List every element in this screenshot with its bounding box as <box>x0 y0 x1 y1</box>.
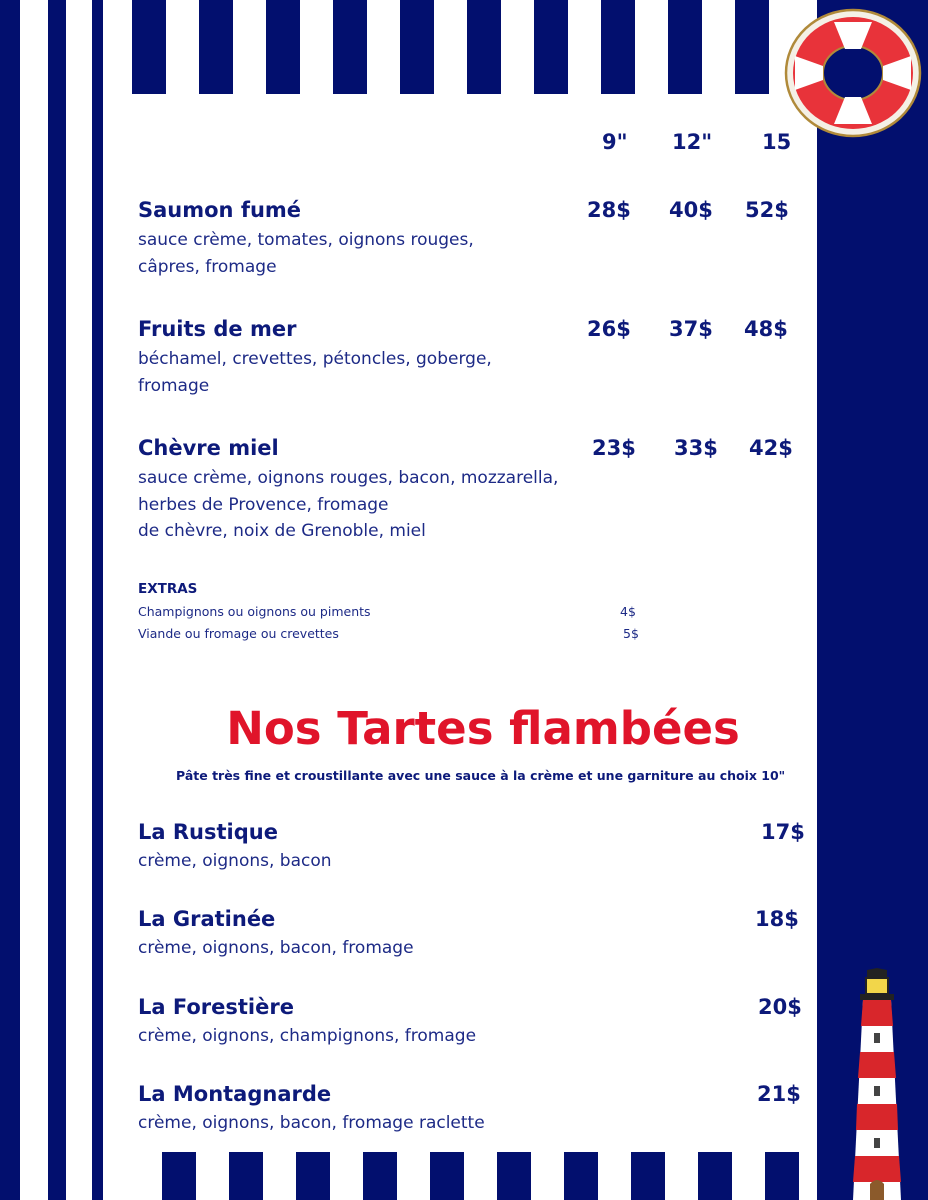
item-description: crème, oignons, bacon <box>138 851 332 871</box>
item-description: crème, oignons, champignons, fromage <box>138 1026 477 1046</box>
price-12: 33$ <box>674 436 718 460</box>
extras-item-label: Champignons ou oignons ou piments <box>138 604 371 619</box>
item-name: Saumon fumé <box>138 198 302 222</box>
item-description: béchamel, crevettes, pétoncles, goberge, fromage <box>138 349 492 396</box>
section-subtitle: Pâte très fine et croustillante avec une sauce à la crème et une garniture au choix 10" <box>176 768 786 783</box>
size-header-9: 9" <box>602 130 628 154</box>
item-description: crème, oignons, bacon, fromage <box>138 938 414 958</box>
item-description: sauce crème, oignons rouges, bacon, mozzarella, herbes de Provence, fromage de chèvre, noix de Grenoble, miel <box>138 468 559 541</box>
item-name: La Rustique <box>138 820 278 844</box>
price-15: 52$ <box>745 198 789 222</box>
size-header-15: 15 <box>762 130 792 154</box>
extras-item-price: 5$ <box>623 626 639 641</box>
item-price: 20$ <box>758 995 802 1019</box>
item-price: 17$ <box>761 820 805 844</box>
item-price: 21$ <box>757 1082 801 1106</box>
price-15: 42$ <box>749 436 793 460</box>
lifebuoy-icon <box>782 6 924 140</box>
lighthouse-icon <box>846 968 908 1200</box>
price-15: 48$ <box>744 317 788 341</box>
price-9: 28$ <box>587 198 631 222</box>
section-title: Nos Tartes flambées <box>226 702 740 755</box>
extras-item-label: Viande ou fromage ou crevettes <box>138 626 339 641</box>
item-name: Chèvre miel <box>138 436 279 460</box>
item-price: 18$ <box>755 907 799 931</box>
item-name: La Gratinée <box>138 907 276 931</box>
size-header-12: 12" <box>672 130 713 154</box>
item-description: sauce crème, tomates, oignons rouges, câpres, fromage <box>138 230 474 277</box>
price-12: 40$ <box>669 198 713 222</box>
item-name: La Forestière <box>138 995 294 1019</box>
item-description: crème, oignons, bacon, fromage raclette <box>138 1113 485 1133</box>
extras-title: EXTRAS <box>138 581 198 597</box>
item-name: La Montagnarde <box>138 1082 332 1106</box>
item-name: Fruits de mer <box>138 317 297 341</box>
price-9: 26$ <box>587 317 631 341</box>
price-12: 37$ <box>669 317 713 341</box>
price-9: 23$ <box>592 436 636 460</box>
extras-item-price: 4$ <box>620 604 636 619</box>
